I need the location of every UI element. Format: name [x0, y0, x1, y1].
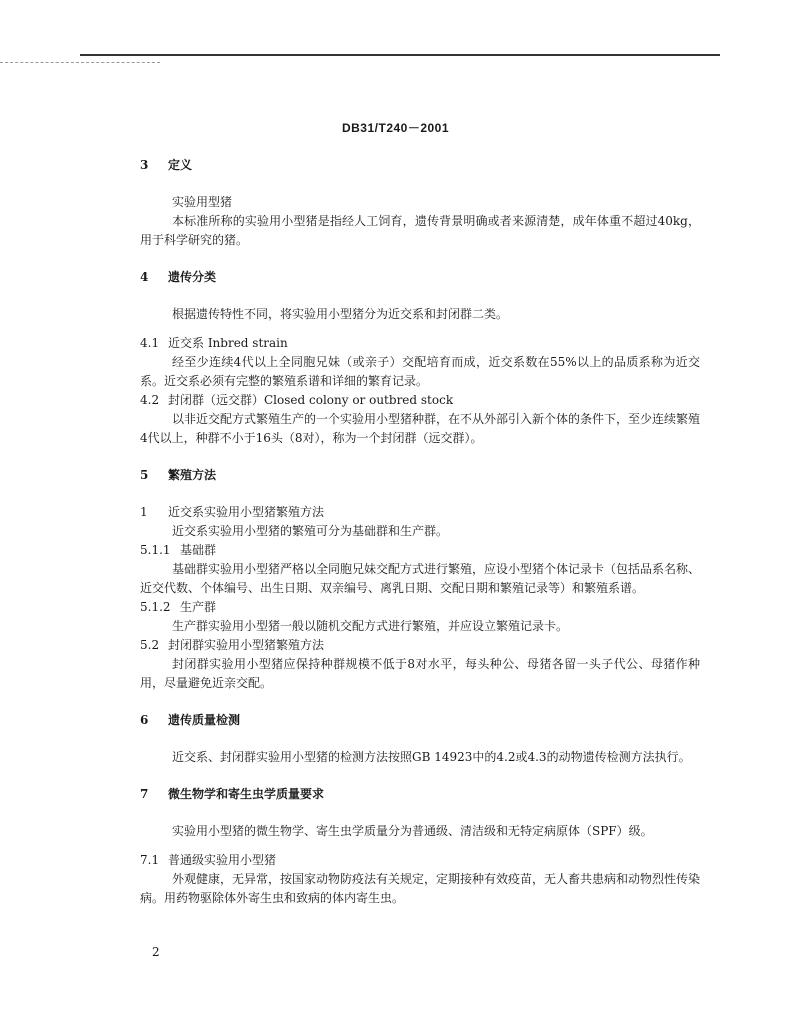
document-code: DB31/T240－2001	[341, 121, 450, 135]
subsection-number: 5.2	[140, 638, 160, 652]
section-number: 7	[140, 787, 149, 801]
section-7-heading	[140, 785, 700, 804]
section-title: 遗传质量检测	[168, 713, 241, 727]
document-body	[140, 156, 700, 908]
subsection-5-1-1-heading	[140, 541, 700, 560]
subsection-title: 普通级实验用小型猪	[168, 853, 277, 867]
subsection-title: 生产群	[180, 600, 217, 614]
section-number: 4	[140, 270, 149, 284]
subsection-7-1-heading	[140, 851, 700, 870]
term-heading: 实验用型猪	[172, 195, 233, 209]
section-5-heading	[140, 466, 700, 485]
section-number: 3	[140, 158, 149, 172]
paragraph: 近交系实验用小型猪的繁殖可分为基础群和生产群。	[172, 524, 449, 538]
paragraph: 经至少连续4代以上全同胞兄妹（或亲子）交配培育而成，近交系数在55%以上的品质系称为近交系。近交系必须有完整的繁殖系谱和详细的繁育记录。	[140, 355, 700, 388]
subsection-number: 7.1	[140, 853, 160, 867]
subsection-number: 1	[140, 505, 148, 519]
paragraph: 根据遗传特性不同，将实验用小型猪分为近交系和封闭群二类。	[172, 307, 509, 321]
section-4-heading	[140, 268, 700, 287]
section-number: 5	[140, 468, 149, 482]
subsection-5-2-heading	[140, 636, 700, 655]
scan-artifact-line	[0, 62, 160, 63]
page-number: 2	[152, 945, 160, 959]
paragraph: 基础群实验用小型猪严格以全同胞兄妹交配方式进行繁殖，应设小型猪个体记录卡（包括品系名称、近交代数、个体编号、出生日期、双亲编号、离乳日期、交配日期和繁殖记录等）和繁殖系谱。	[140, 562, 701, 595]
section-title: 微生物学和寄生虫学质量要求	[168, 787, 325, 801]
subsection-number: 4.1	[140, 336, 160, 350]
subsection-title: 近交系实验用小型猪繁殖方法	[168, 505, 325, 519]
header-rule	[80, 54, 720, 56]
subsection-title: 基础群	[180, 543, 217, 557]
paragraph: 近交系、封闭群实验用小型猪的检测方法按照GB 14923中的4.2或4.3的动物遗传检测方法执行。	[172, 750, 691, 764]
subsection-5-1-2-heading	[140, 598, 700, 617]
paragraph: 实验用小型猪的微生物学、寄生虫学质量分为普通级、清洁级和无特定病原体（SPF）级。	[172, 824, 653, 838]
paragraph: 外观健康，无异常，按国家动物防疫法有关规定，定期接种有效疫苗，无人畜共患病和动物烈性传染病。用药物驱除体外寄生虫和致病的体内寄生虫。	[140, 872, 701, 905]
subsection-4-1-heading	[140, 334, 700, 353]
section-6-heading	[140, 711, 700, 730]
section-number: 6	[140, 713, 149, 727]
subsection-number: 4.2	[140, 393, 160, 407]
section-3-heading	[140, 156, 700, 175]
subsection-title: 封闭群（远交群）Closed colony or outbred stock	[168, 393, 454, 407]
subsection-number: 5.1.1	[140, 543, 171, 557]
section-title: 繁殖方法	[168, 468, 217, 482]
section-title: 遗传分类	[168, 270, 217, 284]
subsection-number: 5.1.2	[140, 600, 171, 614]
subsection-title: 近交系 Inbred strain	[168, 336, 288, 350]
paragraph: 本标准所称的实验用小型猪是指经人工饲育，遗传背景明确或者来源清楚，成年体重不超过40kg，用于科学研究的猪。	[140, 214, 700, 247]
section-title: 定义	[168, 158, 193, 172]
paragraph: 封闭群实验用小型猪应保持种群规模不低于8对水平，每头种公、母猪各留一头子代公、母猪作种用，尽量避免近亲交配。	[140, 657, 700, 690]
subsection-5-1-heading	[140, 503, 700, 522]
subsection-4-2-heading	[140, 391, 700, 410]
paragraph: 生产群实验用小型猪一般以随机交配方式进行繁殖，并应设立繁殖记录卡。	[172, 619, 569, 633]
subsection-title: 封闭群实验用小型猪繁殖方法	[168, 638, 325, 652]
paragraph: 以非近交配方式繁殖生产的一个实验用小型猪种群，在不从外部引入新个体的条件下，至少连续繁殖4代以上，种群不小于16头（8对），称为一个封闭群（远交群）。	[140, 412, 701, 445]
